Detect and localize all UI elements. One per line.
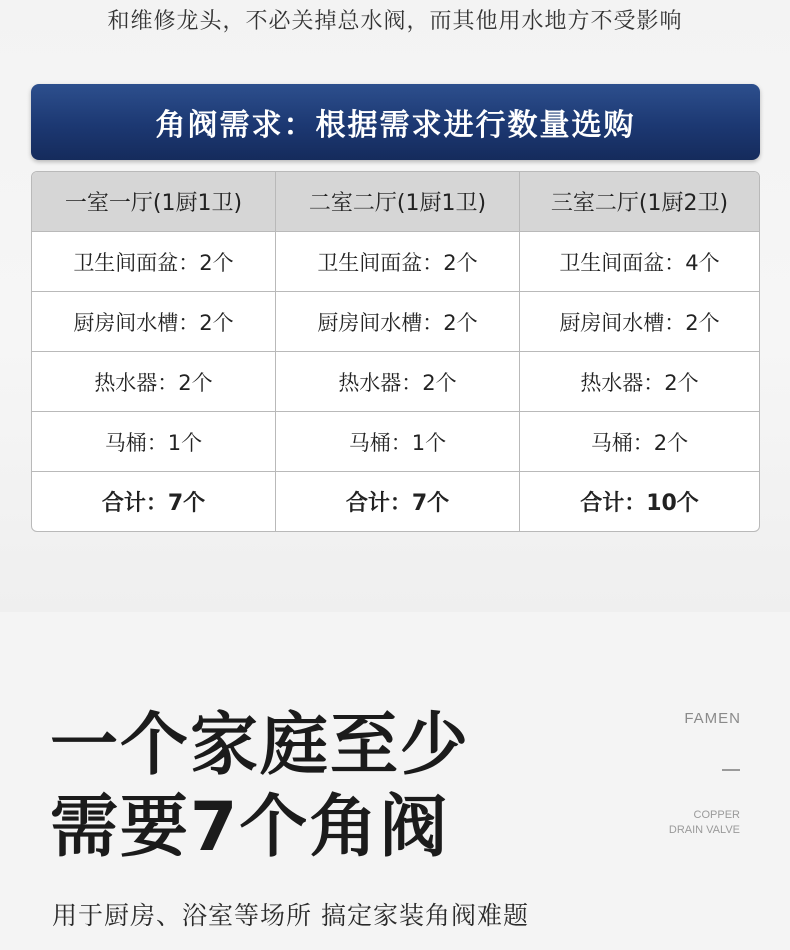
table-cell: 热水器：2个 <box>32 352 276 412</box>
subtitle: 用于厨房、浴室等场所 搞定家装角阀难题 <box>52 901 529 930</box>
side-divider <box>722 769 740 771</box>
side-caption-line-1: COPPER <box>693 809 740 821</box>
section-banner <box>31 84 760 160</box>
headline-line-1: 一个家庭至少 <box>50 706 471 785</box>
table-row <box>32 232 759 292</box>
table-row <box>32 412 759 472</box>
table-cell: 厨房间水槽：2个 <box>276 292 520 352</box>
total-cell: 合计：10个 <box>580 491 699 516</box>
intro-text: 和维修龙头，不必关掉总水阀，而其他用水地方不受影响 <box>107 9 683 34</box>
column-header: 三室二厅(1厨2卫) <box>520 172 759 232</box>
table-cell: 厨房间水槽：2个 <box>520 292 759 352</box>
column-header: 一室一厅(1厨1卫) <box>32 172 276 232</box>
valve-demand-table <box>31 171 760 532</box>
table-cell: 热水器：2个 <box>520 352 759 412</box>
table-row <box>32 292 759 352</box>
side-brand: FAMEN <box>684 710 741 727</box>
table-cell: 马桶：1个 <box>276 412 520 472</box>
column-header: 二室二厅(1厨1卫) <box>276 172 520 232</box>
table-cell: 马桶：2个 <box>520 412 759 472</box>
table-total-row <box>32 472 759 531</box>
banner-title: 角阀需求：根据需求进行数量选购 <box>155 108 636 143</box>
total-cell: 合计：7个 <box>276 472 520 531</box>
table-cell: 卫生间面盆：2个 <box>32 232 276 292</box>
table-header-row <box>32 172 759 232</box>
table-cell: 厨房间水槽：2个 <box>32 292 276 352</box>
side-caption <box>669 808 740 838</box>
headline <box>50 705 470 869</box>
side-caption-line-2: DRAIN VALVE <box>668 824 740 836</box>
total-cell: 合计：7个 <box>32 472 276 531</box>
table-cell: 卫生间面盆：4个 <box>520 232 759 292</box>
table-cell: 热水器：2个 <box>276 352 520 412</box>
table-cell: 卫生间面盆：2个 <box>276 232 520 292</box>
headline-line-2: 需要7个角阀 <box>50 788 450 867</box>
table-row <box>32 352 759 412</box>
table-cell: 马桶：1个 <box>32 412 276 472</box>
